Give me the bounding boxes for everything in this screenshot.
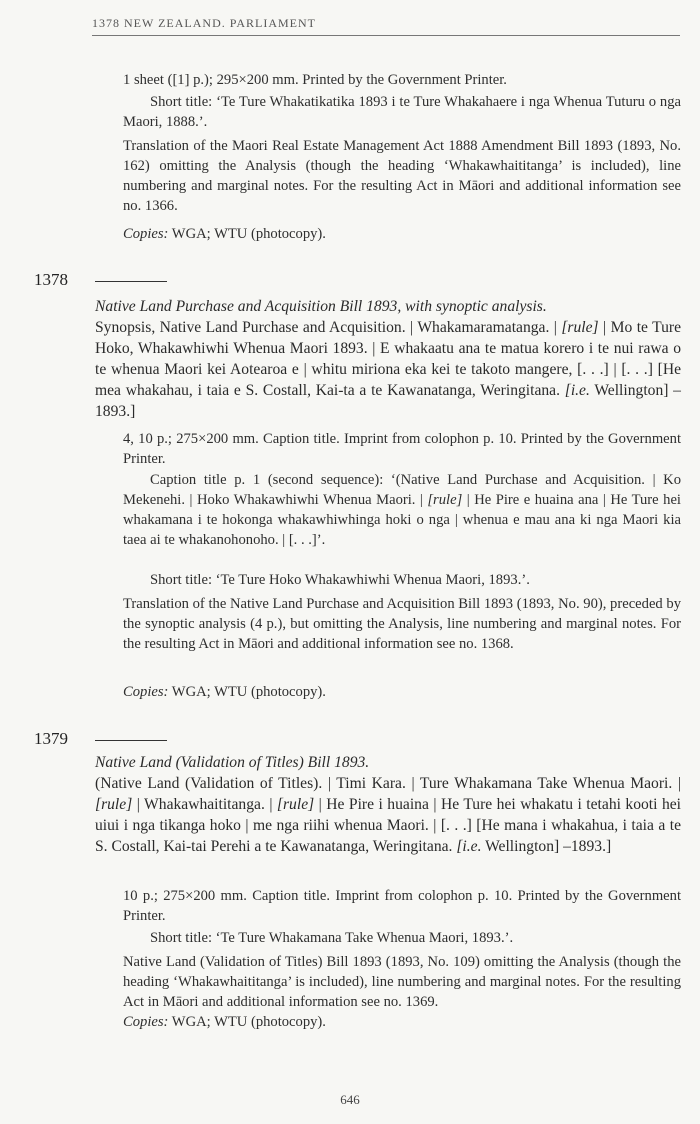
carryover-copies	[123, 224, 326, 244]
entry-short-title: Short title: ‘Te Ture Hoko Whakawhiwhi Whenua Maori, 1893.’.	[150, 572, 530, 588]
entry-title-part: Wellington] –1893.]	[95, 382, 681, 420]
caption-part: Caption title p. 1 (second sequence): ‘(Native Land Purchase and Acquisition. | Ko Mekenehi. | Hoko Whakawhiwhi Whenua Maori. |	[123, 472, 681, 508]
entry-title-part: Wellington] –1893.]	[481, 838, 612, 855]
entry-caption-title	[123, 470, 681, 550]
entry-note: Translation of the Native Land Purchase and Acquisition Bill 1893 (1893, No. 90), preceded by the synoptic analysis (4 p.), but omitting the Analysis, line numbering and marginal notes. For the resulting Act in Māori and additional information see no. 1368.	[123, 596, 681, 652]
entry-title-ie: [i.e.	[456, 838, 482, 855]
entry-title-part: | He Pire i huaina | He Ture hei whakatu i tetahi kooti hei uiui i nga tikanga hoko | me nga riihi whenua Maori. | [. . .] [He mana i whakahua, i taia a te S. Costall, Kai-tai Perehi a te Kawanatanga, Weringitana.	[95, 796, 681, 855]
caption-part: | He Pire e huaina ana | He Ture hei whakamana i te hokonga whakawhiwhinga hoki o nga | whenua e mau ana ki nga Maori kia taea ai te whakanohonoho. | [. . .]’.	[123, 492, 681, 548]
entry-title-part: (Native Land (Validation of Titles). | Timi Kara. | Ture Whakamana Take Whenua Maori. |	[95, 775, 681, 792]
entry-copies	[123, 682, 326, 702]
carryover-note: Translation of the Maori Real Estate Management Act 1888 Amendment Bill 1893 (1893, No. 162) omitting the Analysis (though the heading ‘Whakawhaititanga’ is included), line numbering and marginal notes. For the resulting Act in Māori and additional information see no. 1366.	[123, 138, 681, 214]
entry-dash	[95, 740, 167, 741]
copies-text: WGA; WTU (photocopy).	[168, 1014, 326, 1030]
carryover-short-title: Short title: ‘Te Ture Whakatikatika 1893 i te Ture Whakahaere i nga Whenua Tuturu o nga Maori, 1888.’.	[123, 94, 681, 130]
copies-label: Copies:	[123, 684, 169, 700]
entry-dash	[95, 281, 167, 282]
entry-title	[95, 752, 681, 857]
carryover-physical-description: 1 sheet ([1] p.); 295×200 mm. Printed by the Government Printer.	[123, 72, 507, 88]
entry-title-part: Synopsis, Native Land Purchase and Acquisition. | Whakamaramatanga. |	[95, 319, 562, 336]
entry-physical-description: 10 p.; 275×200 mm. Caption title. Imprint from colophon p. 10. Printed by the Government Printer.	[123, 888, 681, 924]
caption-rule: [rule]	[427, 492, 463, 508]
entry-note: Native Land (Validation of Titles) Bill 1893 (1893, No. 109) omitting the Analysis (though the heading ‘Whakawhaititanga’ is included), line numbering and marginal notes. For the resulting Act in Māori and additional information see no. 1369.	[123, 954, 681, 1010]
entry-title	[95, 296, 681, 422]
page-number: 646	[340, 1092, 360, 1107]
entry-title-rule: [rule]	[95, 796, 133, 813]
entry-number: 1378	[34, 270, 68, 289]
copies-label: Copies:	[123, 1014, 169, 1030]
entry-title-italic: Native Land Purchase and Acquisition Bill 1893, with synoptic analysis.	[95, 298, 547, 315]
entry-title-italic: Native Land (Validation of Titles) Bill 1893.	[95, 754, 370, 771]
entry-title-rule: [rule]	[276, 796, 315, 813]
entry-title-ie: [i.e.	[564, 382, 590, 399]
entry-title-part: | Whakawhaititanga. |	[132, 796, 277, 813]
entry-title-part: | Mo te Ture Hoko, Whakawhiwhi Whenua Maori 1893. | E whakaatu ana te matua korero i te nui rawa o te whenua Maori kei Aotearoa e | whitu miriona eka kei te takoto mangere, [. . .] | [. . .] [He mea whakahau, i taia e S. Costall, Kai-ta a te Kawanatanga, Weringitana.	[95, 319, 682, 399]
entry-copies	[123, 1012, 326, 1032]
entry-number: 1379	[34, 729, 68, 748]
copies-text: WGA; WTU (photocopy).	[168, 684, 326, 700]
copies-label: Copies:	[123, 226, 169, 242]
entry-short-title: Short title: ‘Te Ture Whakamana Take Whenua Maori, 1893.’.	[150, 930, 514, 946]
copies-text: WGA; WTU (photocopy).	[168, 226, 326, 242]
entry-title-rule: [rule]	[561, 319, 599, 336]
running-head: 1378 NEW ZEALAND. PARLIAMENT	[92, 16, 680, 36]
entry-physical-description: 4, 10 p.; 275×200 mm. Caption title. Imprint from colophon p. 10. Printed by the Government Printer.	[123, 431, 681, 467]
